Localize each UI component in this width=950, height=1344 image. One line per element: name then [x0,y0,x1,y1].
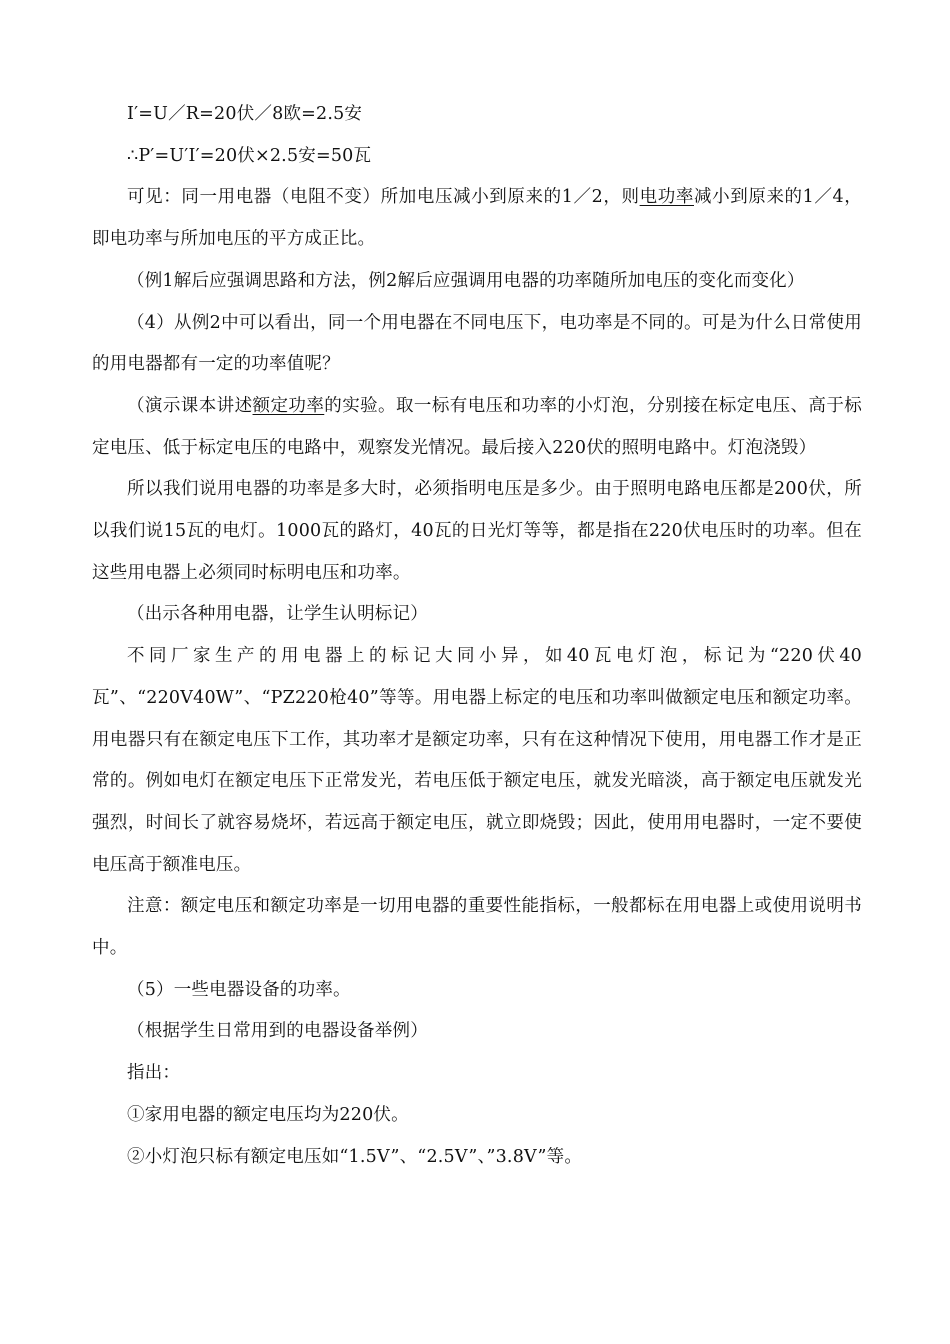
text-segment: （演示课本讲述 [127,395,253,416]
attention-paragraph: 注意：额定电压和额定功率是一切用电器的重要性能指标，一般都标在用电器上或使用说明书中。 [92,896,862,959]
demo-paragraph [92,386,862,469]
rated-values-paragraph: 不同厂家生产的用电器上的标记大同小异，如40瓦电灯泡，标记为“220伏40瓦”、“220V40W”、“PZ220枪40”等等。用电器上标定的电压和功率叫做额定电压和额定功率。用电器只有在额定电压下工作，其功率才是额定功率，只有在这种情况下使用，用电器工作才是正常的。例如电灯在额定电压下正常发光，若电压低于额定电压，就发光暗淡，高于额定电压就发光强烈，时间长了就容易烧坏，若远高于额定电压，就立即烧毁；因此，使用用电器时，一定不要使电压高于额准电压。 [92,646,862,875]
link-electric-power[interactable]: 电功率 [639,187,694,208]
document-body [92,94,862,1178]
list-item: ②小灯泡只标有额定电压如“1.5V”、“2.5V”、”3.8V”等。 [127,1146,583,1167]
teaching-note-paragraph: （例1解后应强调思路和方法，例2解后应强调用电器的功率随所加电压的变化而变化） [127,270,805,291]
formula-power: ∴P′=U′I′=20伏×2.5安=50瓦 [127,145,372,166]
text-segment: 可见：同一用电器（电阻不变）所加电压减小到原来的1／2，则 [127,187,640,208]
point-out-paragraph: 指出： [127,1063,181,1084]
section-5-paragraph: （5）一些电器设备的功率。 [127,979,351,1000]
link-rated-power[interactable]: 额定功率 [252,395,325,416]
formula-current: I′=U／R=20伏／8欧=2.5安 [127,104,363,124]
examples-note-paragraph: （根据学生日常用到的电器设备举例） [127,1021,428,1042]
list-item: ①家用电器的额定电压均为220伏。 [127,1104,409,1125]
text-segment: 的实验。取一标有电压和功率的小灯泡，分别接在标定电压、高于标定电压、低于标定电压的电路中，观察发光情况。最后接入220伏的照明电路中。灯泡浇毁） [92,395,862,458]
conclusion-paragraph [92,177,862,260]
show-appliances-paragraph: （出示各种用电器，让学生认明标记） [127,604,428,625]
section-4-paragraph: （4）从例2中可以看出，同一个用电器在不同电压下，电功率是不同的。可是为什么日常使用的用电器都有一定的功率值呢？ [92,312,862,375]
text-segment: 减小到原来的1／4，即电功率与所加电压的平方成正比。 [92,187,862,250]
voltage-explanation-paragraph: 所以我们说用电器的功率是多大时，必须指明电压是多少。由于照明电路电压都是200伏，所以我们说15瓦的电灯。1000瓦的路灯，40瓦的日光灯等等，都是指在220伏电压时的功率。但在这些用电器上必须同时标明电压和功率。 [92,479,862,583]
